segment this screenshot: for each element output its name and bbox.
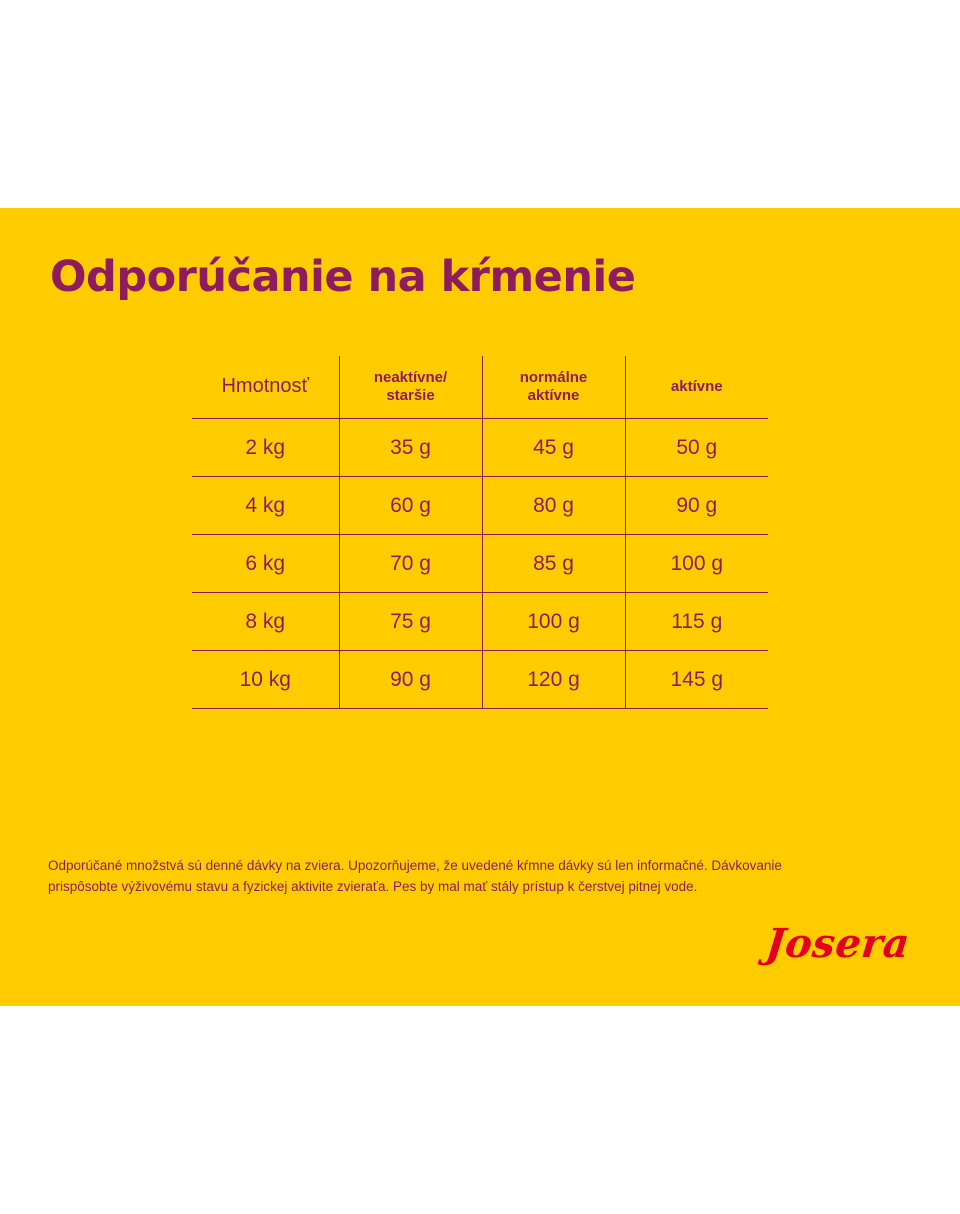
column-header-normal-line2: aktívne <box>527 387 580 404</box>
page-title: Odporúčanie na kŕmenie <box>50 252 636 302</box>
cell-weight: 6 kg <box>192 535 339 593</box>
cell-inactive: 35 g <box>339 419 482 477</box>
feeding-recommendation-panel <box>0 208 960 1006</box>
table-row <box>192 593 768 651</box>
cell-active: 100 g <box>625 535 768 593</box>
column-header-weight: Hmotnosť <box>192 356 339 419</box>
column-header-active: aktívne <box>625 356 768 419</box>
column-header-inactive <box>339 356 482 419</box>
table-row <box>192 535 768 593</box>
cell-inactive: 90 g <box>339 651 482 709</box>
cell-normal: 85 g <box>482 535 625 593</box>
cell-inactive: 60 g <box>339 477 482 535</box>
table-header <box>192 356 768 419</box>
josera-logo: Josera <box>763 920 913 967</box>
column-header-normal <box>482 356 625 419</box>
cell-normal: 100 g <box>482 593 625 651</box>
cell-weight: 10 kg <box>192 651 339 709</box>
table-row <box>192 419 768 477</box>
cell-normal: 80 g <box>482 477 625 535</box>
table-header-row <box>192 356 768 419</box>
cell-weight: 4 kg <box>192 477 339 535</box>
table-row <box>192 651 768 709</box>
feeding-note: Odporúčané množstvá sú denné dávky na zviera. Upozorňujeme, že uvedené kŕmne dávky sú len informačné. Dávkovanie prispôsobte výživovému stavu a fyzickej aktivite zvieraťa. Pes by mal mať stály prístup k čerstvej pitnej vode. <box>48 858 782 894</box>
table-body <box>192 419 768 709</box>
column-header-normal-line1: normálne <box>519 369 588 387</box>
cell-weight: 2 kg <box>192 419 339 477</box>
column-header-inactive-line1: neaktívne/ <box>373 369 448 387</box>
cell-active: 50 g <box>625 419 768 477</box>
column-header-inactive-line2: staršie <box>386 387 435 404</box>
cell-active: 115 g <box>625 593 768 651</box>
feeding-table-container <box>192 356 768 709</box>
cell-active: 90 g <box>625 477 768 535</box>
cell-normal: 120 g <box>482 651 625 709</box>
table-row <box>192 477 768 535</box>
cell-normal: 45 g <box>482 419 625 477</box>
feeding-table <box>192 356 768 709</box>
cell-inactive: 70 g <box>339 535 482 593</box>
cell-inactive: 75 g <box>339 593 482 651</box>
cell-active: 145 g <box>625 651 768 709</box>
cell-weight: 8 kg <box>192 593 339 651</box>
